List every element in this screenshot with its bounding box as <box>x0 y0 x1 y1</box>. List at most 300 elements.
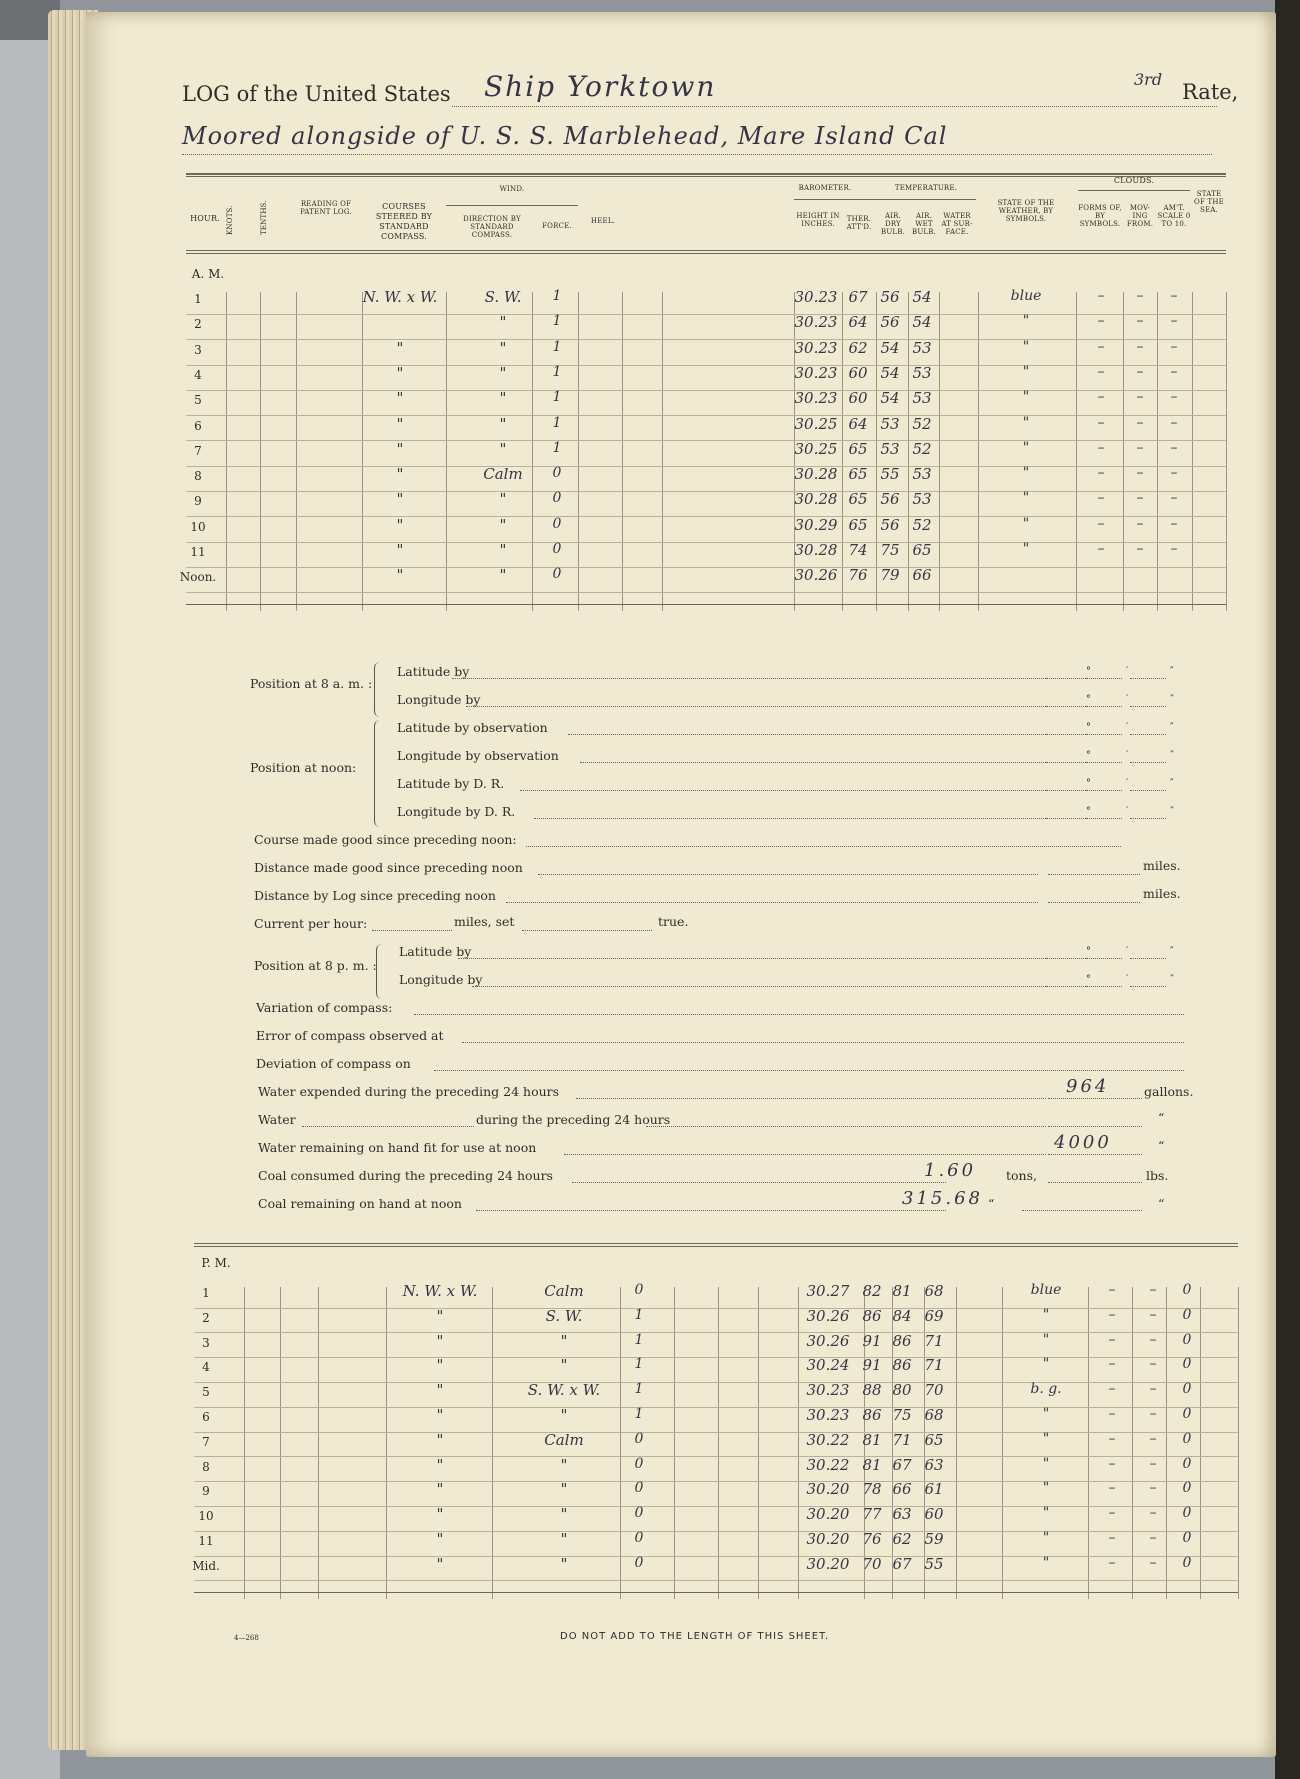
col-patent-log: READING OF PATENT LOG. <box>300 200 352 216</box>
pm-row-3-dry: 86 <box>892 1331 912 1350</box>
pm-row-2-hour: 2 <box>202 1310 210 1325</box>
pm-row-7-hour: 7 <box>202 1434 210 1449</box>
pm-row-7-moving: – <box>1149 1430 1157 1447</box>
water-during: during the preceding 24 hours <box>476 1112 671 1127</box>
pm-row-9-course: " <box>436 1480 444 1499</box>
am-row-9-forms: – <box>1097 490 1105 507</box>
am-row-11-forms: – <box>1097 541 1105 557</box>
am-row-7-forms: – <box>1097 439 1105 456</box>
position-sec-mark: ″ <box>1170 806 1174 817</box>
am-row-7-ther: 65 <box>848 439 868 458</box>
am-row-9-dry: 56 <box>880 490 900 509</box>
am-row-5-direction: " <box>499 389 507 408</box>
pm-row-5-weather: b. g. <box>1030 1381 1062 1398</box>
pm-row-6-forms: – <box>1108 1406 1116 1422</box>
pos-noon-lat-dr: Latitude by D. R. <box>397 776 505 791</box>
position-deg-mark: ° <box>1086 946 1091 957</box>
pm-row-2-moving: – <box>1149 1306 1157 1323</box>
am-row-4-wet: 53 <box>912 363 932 382</box>
position-deg-mark: ° <box>1086 722 1091 733</box>
position-deg-mark: ° <box>1086 750 1091 761</box>
am-row-11-hour: 11 <box>190 545 206 559</box>
pm-row-3-height: 30.26 <box>806 1331 850 1350</box>
am-row-10-moving: – <box>1136 515 1144 532</box>
col-tenths: TENTHS. <box>260 200 268 235</box>
pos-noon-lat-obs: Latitude by observation <box>397 720 548 735</box>
am-row-7-dry: 53 <box>880 439 900 458</box>
pm-row-4-dry: 86 <box>892 1356 912 1375</box>
pm-row-8-weather: " <box>1042 1455 1050 1472</box>
am-row-7-moving: – <box>1136 439 1144 456</box>
pm-row-2-course: " <box>436 1306 444 1325</box>
am-row-5-hour: 5 <box>194 393 202 408</box>
am-row-5-ther: 60 <box>848 389 868 408</box>
pm-row-1-force: 0 <box>634 1282 644 1298</box>
am-row-4-amount: – <box>1170 363 1178 380</box>
pos-8pm-long: Longitude by <box>399 972 483 987</box>
rate-label: Rate, <box>1182 80 1239 104</box>
pm-row-5-wet: 70 <box>924 1381 944 1400</box>
pm-row-8-hour: 8 <box>202 1459 210 1474</box>
footer-notice: DO NOT ADD TO THE LENGTH OF THIS SHEET. <box>560 1631 830 1642</box>
pm-row-8-course: " <box>436 1455 444 1474</box>
col-sea: STATE OF THE SEA. <box>1194 190 1224 214</box>
pm-label: P. M. <box>201 1256 231 1270</box>
am-row-4-direction: " <box>499 363 507 382</box>
pos-8am-lat: Latitude by <box>397 664 470 679</box>
pm-row-1-wet: 68 <box>924 1282 944 1300</box>
pos-noon-long-obs: Longitude by observation <box>397 748 559 763</box>
am-row-1-weather: blue <box>1010 288 1042 304</box>
am-row-12-ther: 76 <box>848 566 868 585</box>
deviation-label: Deviation of compass on <box>256 1056 411 1071</box>
pm-row-9-ther: 78 <box>862 1480 882 1499</box>
log-page <box>86 12 1276 1757</box>
am-row-4-weather: " <box>1022 363 1030 380</box>
pm-row-1-dry: 81 <box>892 1282 912 1300</box>
pm-row-5-direction: S. W. x W. <box>527 1381 601 1400</box>
am-row-12-direction: " <box>499 566 507 585</box>
am-row-4-height: 30.23 <box>794 363 838 382</box>
pm-row-1-hour: 1 <box>202 1286 210 1300</box>
pm-row-6-weather: " <box>1042 1406 1050 1422</box>
am-row-10-height: 30.29 <box>794 515 838 534</box>
col-wind: WIND. <box>499 185 525 193</box>
pm-row-12-weather: " <box>1042 1554 1050 1571</box>
pm-row-3-course: " <box>436 1331 444 1350</box>
pm-row-12-force: 0 <box>634 1554 644 1571</box>
am-row-4-ther: 60 <box>848 363 868 382</box>
pm-row-9-force: 0 <box>634 1480 644 1497</box>
pm-row-4-amount: 0 <box>1182 1356 1192 1373</box>
pm-row-4-hour: 4 <box>202 1360 210 1375</box>
am-row-8-direction: Calm <box>483 465 523 484</box>
pm-row-11-forms: – <box>1108 1530 1116 1546</box>
pm-row-9-hour: 9 <box>202 1484 210 1499</box>
am-label: A. M. <box>191 267 225 281</box>
pm-row-9-direction: " <box>560 1480 568 1499</box>
pm-row-4-ther: 91 <box>862 1356 882 1375</box>
pm-row-5-height: 30.23 <box>806 1381 850 1400</box>
am-row-7-weather: " <box>1022 439 1030 456</box>
col-moving: MOV-ING FROM. <box>1126 204 1154 228</box>
pm-row-2-ther: 86 <box>862 1306 882 1325</box>
pm-row-2-force: 1 <box>634 1306 644 1323</box>
current-true: true. <box>658 914 689 929</box>
pm-row-2-dry: 84 <box>892 1306 912 1325</box>
am-row-3-height: 30.23 <box>794 338 838 357</box>
dist-log-label: Distance by Log since preceding noon <box>254 888 496 903</box>
am-row-5-force: 1 <box>552 389 562 406</box>
pm-row-4-direction: " <box>560 1356 568 1375</box>
am-row-9-hour: 9 <box>194 494 202 509</box>
am-row-8-moving: – <box>1136 465 1144 482</box>
coal-tons: tons, <box>1006 1168 1037 1183</box>
am-row-5-weather: " <box>1022 389 1030 406</box>
col-ther: THER. ATT'D. <box>846 215 872 231</box>
pm-row-7-ther: 81 <box>862 1430 882 1449</box>
pm-row-12-hour: Mid. <box>192 1558 220 1573</box>
am-row-3-dry: 54 <box>880 338 900 357</box>
am-row-9-amount: – <box>1170 490 1178 507</box>
am-row-2-amount: – <box>1170 313 1178 330</box>
pm-row-11-moving: – <box>1149 1530 1157 1546</box>
col-height: HEIGHT IN INCHES. <box>796 212 840 228</box>
am-row-2-ther: 64 <box>848 313 868 332</box>
coal-remaining-ditto: “ <box>988 1196 995 1211</box>
pos-noon-label: Position at noon: <box>250 760 357 775</box>
am-row-1-hour: 1 <box>194 292 202 306</box>
pm-row-2-direction: S. W. <box>545 1306 583 1325</box>
pm-row-9-height: 30.20 <box>806 1480 850 1499</box>
pm-row-1-ther: 82 <box>862 1282 882 1300</box>
position-sec-mark: ″ <box>1170 666 1174 677</box>
pm-row-10-wet: 60 <box>924 1505 944 1524</box>
am-row-12-height: 30.26 <box>794 566 838 585</box>
am-row-6-height: 30.25 <box>794 414 838 433</box>
col-temperature: TEMPERATURE. <box>894 184 958 192</box>
current-miles-set: miles, set <box>454 914 515 929</box>
pm-row-12-course: " <box>436 1554 444 1573</box>
am-row-1-ther: 67 <box>848 288 868 306</box>
am-row-11-course: " <box>396 541 404 559</box>
am-row-4-forms: – <box>1097 363 1105 380</box>
water-remaining-ditto: “ <box>1158 1138 1165 1153</box>
pm-row-7-height: 30.22 <box>806 1430 850 1449</box>
position-deg-mark: ° <box>1086 806 1091 817</box>
am-row-7-direction: " <box>499 439 507 458</box>
am-row-3-amount: – <box>1170 338 1178 355</box>
am-row-6-hour: 6 <box>194 418 202 433</box>
col-amount: AM'T. SCALE 0 TO 10. <box>1157 204 1191 228</box>
pos-8am-label: Position at 8 a. m. : <box>250 676 373 691</box>
water-expended-value: 964 <box>1066 1076 1110 1097</box>
am-row-2-wet: 54 <box>912 313 932 332</box>
log-title: LOG of the United States <box>182 82 451 106</box>
pm-row-9-moving: – <box>1149 1480 1157 1497</box>
pm-row-9-wet: 61 <box>924 1480 944 1499</box>
pm-row-6-dry: 75 <box>892 1406 912 1424</box>
pm-row-1-moving: – <box>1149 1282 1157 1298</box>
pm-row-11-height: 30.20 <box>806 1530 850 1548</box>
am-row-12-wet: 66 <box>912 566 932 585</box>
water-expended-label: Water expended during the preceding 24 hours <box>258 1084 560 1099</box>
position-min-mark: ′ <box>1126 694 1129 705</box>
pm-row-12-forms: – <box>1108 1554 1116 1571</box>
am-row-3-direction: " <box>499 338 507 357</box>
pm-row-3-hour: 3 <box>202 1335 210 1350</box>
pm-row-8-force: 0 <box>634 1455 644 1472</box>
pm-row-7-direction: Calm <box>544 1430 584 1449</box>
course-good-label: Course made good since preceding noon: <box>254 832 517 847</box>
am-row-2-direction: " <box>499 313 507 332</box>
am-row-6-force: 1 <box>552 414 562 431</box>
am-row-3-weather: " <box>1022 338 1030 355</box>
am-row-1-direction: S. W. <box>484 288 522 306</box>
col-force: FORCE. <box>542 222 572 230</box>
am-row-2-moving: – <box>1136 313 1144 330</box>
col-direction: DIRECTION BY STANDARD COMPASS. <box>463 215 521 239</box>
position-min-mark: ′ <box>1126 666 1129 677</box>
am-row-11-moving: – <box>1136 541 1144 557</box>
pm-row-10-moving: – <box>1149 1505 1157 1522</box>
pm-row-4-height: 30.24 <box>806 1356 850 1375</box>
col-hour: HOUR. <box>190 214 220 223</box>
pm-row-7-amount: 0 <box>1182 1430 1192 1447</box>
am-row-2-forms: – <box>1097 313 1105 330</box>
am-row-8-height: 30.28 <box>794 465 838 484</box>
am-row-8-course: " <box>396 465 404 484</box>
pm-row-7-course: " <box>436 1430 444 1449</box>
pm-row-1-height: 30.27 <box>806 1282 850 1300</box>
position-deg-mark: ° <box>1086 974 1091 985</box>
am-row-5-moving: – <box>1136 389 1144 406</box>
position-min-mark: ′ <box>1126 722 1129 733</box>
am-row-11-ther: 74 <box>848 541 868 559</box>
am-row-1-forms: – <box>1097 288 1105 304</box>
am-row-7-wet: 52 <box>912 439 932 458</box>
am-row-6-dry: 53 <box>880 414 900 433</box>
location-line <box>182 154 1212 155</box>
am-row-3-wet: 53 <box>912 338 932 357</box>
am-row-1-course: N. W. x W. <box>362 288 438 306</box>
am-row-8-hour: 8 <box>194 469 202 484</box>
pm-row-1-amount: 0 <box>1182 1282 1192 1298</box>
pm-row-3-amount: 0 <box>1182 1331 1192 1348</box>
background-right <box>1275 0 1300 1779</box>
pm-row-8-amount: 0 <box>1182 1455 1192 1472</box>
am-row-11-force: 0 <box>552 541 562 557</box>
am-row-9-weather: " <box>1022 490 1030 507</box>
am-row-7-height: 30.25 <box>794 439 838 458</box>
pm-row-2-wet: 69 <box>924 1306 944 1325</box>
am-row-8-weather: " <box>1022 465 1030 482</box>
coal-lbs-ditto: “ <box>1158 1196 1165 1211</box>
coal-remaining-value: 315.68 <box>902 1188 983 1209</box>
am-row-8-forms: – <box>1097 465 1105 482</box>
am-row-7-force: 1 <box>552 439 562 456</box>
position-sec-mark: ″ <box>1170 974 1174 985</box>
am-row-9-direction: " <box>499 490 507 509</box>
pm-row-10-weather: " <box>1042 1505 1050 1522</box>
water-remaining-value: 4000 <box>1054 1132 1112 1153</box>
pm-row-5-moving: – <box>1149 1381 1157 1398</box>
water-remaining-label: Water remaining on hand fit for use at noon <box>258 1140 537 1155</box>
pm-row-8-wet: 63 <box>924 1455 944 1474</box>
pm-row-3-moving: – <box>1149 1331 1157 1348</box>
pm-row-3-ther: 91 <box>862 1331 882 1350</box>
pm-row-10-force: 0 <box>634 1505 644 1522</box>
am-row-4-force: 1 <box>552 363 562 380</box>
current-label: Current per hour: <box>254 916 368 931</box>
am-row-10-amount: – <box>1170 515 1178 532</box>
pm-row-10-forms: – <box>1108 1505 1116 1522</box>
am-row-9-course: " <box>396 490 404 509</box>
pm-row-1-weather: blue <box>1030 1282 1062 1298</box>
pm-row-11-weather: " <box>1042 1530 1050 1546</box>
am-row-12-course: " <box>396 566 404 585</box>
am-row-5-course: " <box>396 389 404 408</box>
col-clouds: CLOUDS. <box>1113 176 1155 185</box>
pm-row-5-course: " <box>436 1381 444 1400</box>
pos-noon-long-dr: Longitude by D. R. <box>397 804 516 819</box>
pm-row-4-forms: – <box>1108 1356 1116 1373</box>
am-row-12-hour: Noon. <box>179 570 217 585</box>
pm-row-6-wet: 68 <box>924 1406 944 1424</box>
location-text: Moored alongside of U. S. S. Marblehead, Mare Island Cal <box>182 122 948 150</box>
pm-row-11-wet: 59 <box>924 1530 944 1548</box>
pm-row-7-weather: " <box>1042 1430 1050 1447</box>
pm-row-6-ther: 86 <box>862 1406 882 1424</box>
position-sec-mark: ″ <box>1170 750 1174 761</box>
pm-row-11-dry: 62 <box>892 1530 912 1548</box>
am-row-3-force: 1 <box>552 338 562 355</box>
am-row-9-ther: 65 <box>848 490 868 509</box>
col-air-wet: AIR. WET BULB. <box>911 212 937 236</box>
pm-row-5-force: 1 <box>634 1381 644 1398</box>
position-min-mark: ′ <box>1126 946 1129 957</box>
pm-row-10-course: " <box>436 1505 444 1524</box>
rate-value: 3rd <box>1134 70 1163 89</box>
pm-row-8-direction: " <box>560 1455 568 1474</box>
pm-row-8-ther: 81 <box>862 1455 882 1474</box>
col-barometer: BAROMETER. <box>798 184 852 192</box>
pm-row-4-force: 1 <box>634 1356 644 1373</box>
pm-row-1-direction: Calm <box>544 1282 584 1300</box>
am-row-11-wet: 65 <box>912 541 932 559</box>
am-row-9-force: 0 <box>552 490 562 507</box>
am-row-8-force: 0 <box>552 465 562 482</box>
am-row-10-forms: – <box>1097 515 1105 532</box>
am-row-1-amount: – <box>1170 288 1178 304</box>
am-row-8-ther: 65 <box>848 465 868 484</box>
am-row-3-hour: 3 <box>194 342 202 357</box>
water-gallons: gallons. <box>1144 1084 1194 1099</box>
ship-name: Ship Yorktown <box>484 70 717 103</box>
pm-row-3-forms: – <box>1108 1331 1116 1348</box>
am-row-6-wet: 52 <box>912 414 932 433</box>
col-weather: STATE OF THE WEATHER, BY SYMBOLS. <box>997 199 1055 223</box>
pm-row-9-weather: " <box>1042 1480 1050 1497</box>
pm-row-11-ther: 76 <box>862 1530 882 1548</box>
pm-row-4-wet: 71 <box>924 1356 944 1375</box>
coal-remaining-label: Coal remaining on hand at noon <box>258 1196 462 1211</box>
pm-row-8-moving: – <box>1149 1455 1157 1472</box>
am-row-12-dry: 79 <box>880 566 900 585</box>
am-row-5-dry: 54 <box>880 389 900 408</box>
am-row-8-wet: 53 <box>912 465 932 484</box>
am-row-1-force: 1 <box>552 288 562 304</box>
am-row-3-course: " <box>396 338 404 357</box>
pm-row-7-dry: 71 <box>892 1430 912 1449</box>
col-air-dry: AIR. DRY BULB. <box>880 212 906 236</box>
am-row-9-height: 30.28 <box>794 490 838 509</box>
pm-row-5-dry: 80 <box>892 1381 912 1400</box>
am-row-5-height: 30.23 <box>794 389 838 408</box>
pm-row-10-direction: " <box>560 1505 568 1524</box>
pm-row-3-direction: " <box>560 1331 568 1350</box>
pm-row-10-ther: 77 <box>862 1505 882 1524</box>
pm-row-12-height: 30.20 <box>806 1554 850 1573</box>
pm-row-6-force: 1 <box>634 1406 644 1422</box>
pos-8am-long: Longitude by <box>397 692 481 707</box>
am-row-2-hour: 2 <box>194 317 202 332</box>
am-row-5-amount: – <box>1170 389 1178 406</box>
pm-row-10-hour: 10 <box>198 1509 214 1524</box>
col-courses: COURSES STEERED BY STANDARD COMPASS. <box>375 202 433 241</box>
pm-row-5-forms: – <box>1108 1381 1116 1398</box>
pm-row-9-forms: – <box>1108 1480 1116 1497</box>
pm-row-3-force: 1 <box>634 1331 644 1348</box>
col-knots: KNOTS. <box>226 205 234 235</box>
am-row-3-forms: – <box>1097 338 1105 355</box>
pm-row-6-direction: " <box>560 1406 568 1424</box>
pm-row-1-forms: – <box>1108 1282 1116 1298</box>
pm-row-2-amount: 0 <box>1182 1306 1192 1323</box>
pm-row-6-height: 30.23 <box>806 1406 850 1424</box>
pm-row-12-moving: – <box>1149 1554 1157 1571</box>
am-row-10-wet: 52 <box>912 515 932 534</box>
coal-consumed-label: Coal consumed during the preceding 24 hours <box>258 1168 553 1183</box>
am-row-6-direction: " <box>499 414 507 433</box>
am-row-4-moving: – <box>1136 363 1144 380</box>
pm-row-5-amount: 0 <box>1182 1381 1192 1398</box>
am-row-9-wet: 53 <box>912 490 932 509</box>
am-row-9-moving: – <box>1136 490 1144 507</box>
am-row-6-amount: – <box>1170 414 1178 431</box>
am-row-4-hour: 4 <box>194 367 202 382</box>
ship-name-line <box>452 106 1217 107</box>
pm-row-11-course: " <box>436 1530 444 1548</box>
position-deg-mark: ° <box>1086 778 1091 789</box>
pm-row-11-force: 0 <box>634 1530 644 1546</box>
pm-row-8-height: 30.22 <box>806 1455 850 1474</box>
error-label: Error of compass observed at <box>256 1028 444 1043</box>
am-row-1-wet: 54 <box>912 288 932 306</box>
pm-row-4-weather: " <box>1042 1356 1050 1373</box>
am-row-1-height: 30.23 <box>794 288 838 306</box>
pm-row-7-wet: 65 <box>924 1430 944 1449</box>
am-row-7-amount: – <box>1170 439 1178 456</box>
am-row-1-moving: – <box>1136 288 1144 304</box>
pm-row-6-hour: 6 <box>202 1410 210 1424</box>
pm-row-2-weather: " <box>1042 1306 1050 1323</box>
am-row-6-weather: " <box>1022 414 1030 431</box>
am-row-5-forms: – <box>1097 389 1105 406</box>
coal-lbs: lbs. <box>1146 1168 1169 1183</box>
pm-row-5-ther: 88 <box>862 1381 882 1400</box>
dist-good-miles: miles. <box>1143 858 1181 873</box>
